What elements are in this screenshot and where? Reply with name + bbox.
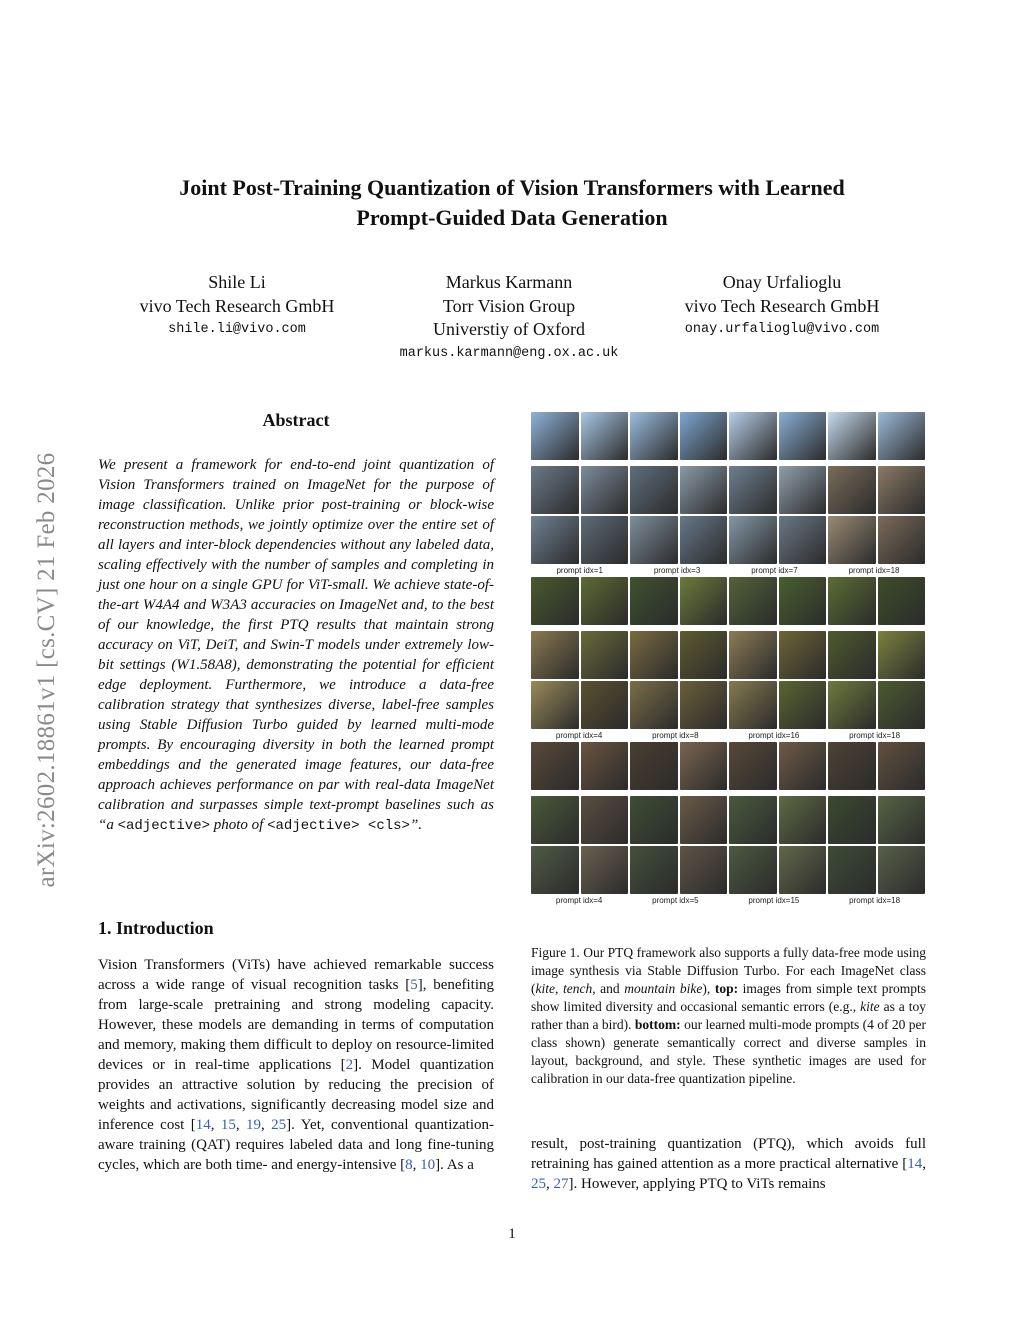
author-block-2: Markus Karmann Torr Vision Group Universtiy of Oxford markus.karmann@eng.ox.ac.uk — [380, 271, 638, 365]
figure-thumbnail-mountain-bike — [680, 742, 728, 790]
figure-1 — [531, 412, 925, 907]
figure-thumbnail-tench — [828, 631, 876, 679]
citation-link[interactable]: 25 — [531, 1176, 546, 1192]
figure-thumbnail-tench — [828, 681, 876, 729]
figure-thumbnail-mountain-bike — [779, 742, 827, 790]
citation-link[interactable]: 14 — [907, 1156, 923, 1172]
figure-thumbnail-kite — [581, 516, 629, 564]
figure-thumbnail-kite — [878, 516, 926, 564]
figure-thumbnail-kite — [828, 412, 876, 460]
prompt-label: prompt idx=8 — [652, 731, 699, 740]
prompt-label: prompt idx=15 — [748, 896, 800, 905]
figure-thumbnail-mountain-bike — [828, 846, 876, 894]
figure-group-kite — [531, 412, 925, 577]
figure-thumbnail-kite — [779, 466, 827, 514]
figure-thumbnail-tench — [878, 681, 926, 729]
figure-thumbnail-tench — [729, 631, 777, 679]
prompt-label: prompt idx=3 — [653, 566, 701, 575]
figure-thumbnail-kite — [630, 466, 678, 514]
figure-thumbnail-kite — [779, 516, 827, 564]
figure-thumbnail-kite — [531, 516, 579, 564]
figure-thumbnail-tench — [581, 577, 629, 625]
figure-thumbnail-kite — [680, 466, 728, 514]
figure-thumbnail-tench — [581, 681, 629, 729]
author-email[interactable]: onay.urfalioglu@vivo.com — [684, 322, 880, 337]
citation-link[interactable]: 19 — [246, 1117, 261, 1133]
figure-thumbnail-mountain-bike — [779, 796, 827, 844]
figure-thumbnail-kite — [531, 466, 579, 514]
figure-thumbnail-kite — [779, 412, 827, 460]
intro-paragraph: Vision Transformers (ViTs) have achieved remarkable success across a wide range of visual recognition tasks [5], benefiting from large-scale pretraining and strong modeling capacity. However, these models are demanding in terms of computation and memory, making them difficult to deploy on resource-limited devices or in real-time applications [2]. Model quantization provides an attractive solution by reducing the precision of weights and activations, significantly decreasing model size and inference cost [14, 15, 19, 25]. Yet, conventional quantization-aware training (QAT) requires labeled data and long fine-tuning cycles, which are both time- and energy-intensive [8, 10]. As a — [98, 957, 495, 1173]
citation-link[interactable]: 14 — [195, 1117, 211, 1133]
figure-thumbnail-mountain-bike — [531, 742, 579, 790]
figure-thumbnail-tench — [630, 631, 678, 679]
figure-thumbnail-mountain-bike — [828, 742, 876, 790]
figure-thumbnail-mountain-bike — [531, 796, 579, 844]
figure-thumbnail-tench — [531, 681, 579, 729]
figure-thumbnail-tench — [779, 631, 827, 679]
figure-thumbnail-tench — [630, 577, 678, 625]
figure-thumbnail-tench — [531, 631, 579, 679]
figure-thumbnail-tench — [581, 631, 629, 679]
figure-thumbnail-mountain-bike — [630, 742, 678, 790]
prompt-label: prompt idx=18 — [849, 896, 901, 905]
figure-thumbnail-kite — [630, 516, 678, 564]
figure-thumbnail-tench — [680, 681, 728, 729]
paper-title: Joint Post-Training Quantization of Vision Transformers with Learned Prompt-Guided Data Generation — [179, 175, 845, 230]
prompt-label: prompt idx=7 — [751, 566, 798, 575]
figure-group-tench — [531, 577, 925, 742]
figure-thumbnail-mountain-bike — [581, 796, 629, 844]
figure-thumbnail-mountain-bike — [878, 796, 926, 844]
figure-thumbnail-kite — [878, 466, 926, 514]
author-block-1: Shile Li vivo Tech Research GmbH shile.li@vivo.com — [117, 271, 357, 342]
figure-thumbnail-mountain-bike — [878, 742, 926, 790]
citation-link[interactable]: 25 — [271, 1117, 287, 1133]
figure-thumbnail-mountain-bike — [828, 796, 876, 844]
citation-link[interactable]: 27 — [553, 1176, 569, 1192]
figure-thumbnail-mountain-bike — [729, 796, 777, 844]
figure-thumbnail-kite — [729, 466, 777, 514]
page-number: 1 — [508, 1226, 516, 1242]
figure-group-bike — [531, 742, 925, 907]
figure-thumbnail-mountain-bike — [680, 846, 728, 894]
right-column-paragraph: result, post-training quantization (PTQ), which avoids full retraining has gained attention as a more practical alternative [14, 25, 27]. However, applying PTQ to ViTs remains — [531, 1136, 926, 1192]
figure-thumbnail-mountain-bike — [680, 796, 728, 844]
prompt-label: prompt idx=16 — [748, 731, 800, 740]
figure-thumbnail-tench — [630, 681, 678, 729]
figure-thumbnail-tench — [878, 631, 926, 679]
figure-thumbnail-kite — [581, 466, 629, 514]
figure-thumbnail-mountain-bike — [729, 846, 777, 894]
abstract-heading: Abstract — [262, 410, 330, 430]
figure-thumbnail-kite — [729, 516, 777, 564]
figure-thumbnail-mountain-bike — [581, 742, 629, 790]
figure-thumbnail-tench — [878, 577, 926, 625]
author-email[interactable]: shile.li@vivo.com — [168, 322, 306, 337]
citation-link[interactable]: 10 — [420, 1157, 436, 1173]
author-block-3: Onay Urfalioglu vivo Tech Research GmbH onay.urfalioglu@vivo.com — [662, 271, 902, 342]
figure-thumbnail-tench — [680, 577, 728, 625]
prompt-label: prompt idx=1 — [556, 566, 603, 575]
figure-thumbnail-tench — [779, 577, 827, 625]
arxiv-stamp: arXiv:2602.18861v1 [cs.CV] 21 Feb 2026 — [33, 452, 60, 888]
figure-thumbnail-mountain-bike — [531, 846, 579, 894]
figure-thumbnail-mountain-bike — [630, 846, 678, 894]
figure-thumbnail-tench — [680, 631, 728, 679]
figure-thumbnail-mountain-bike — [630, 796, 678, 844]
figure-thumbnail-tench — [729, 681, 777, 729]
citation-link[interactable]: 5 — [410, 977, 418, 993]
figure-thumbnail-tench — [779, 681, 827, 729]
figure-thumbnail-tench — [531, 577, 579, 625]
figure-thumbnail-kite — [630, 412, 678, 460]
figure-thumbnail-kite — [680, 412, 728, 460]
figure-thumbnail-kite — [828, 516, 876, 564]
author-email[interactable]: markus.karmann@eng.ox.ac.uk — [399, 345, 619, 361]
figure-thumbnail-mountain-bike — [581, 846, 629, 894]
citation-link[interactable]: 8 — [405, 1157, 413, 1173]
figure-thumbnail-kite — [828, 466, 876, 514]
prompt-label: prompt idx=18 — [849, 731, 901, 740]
figure-thumbnail-kite — [729, 412, 777, 460]
figure-caption: Figure 1. Our PTQ framework also supports a fully data-free mode using image synthesis via Stable Diffusion Turbo. For each ImageNet class (kite, tench, and mountain bike), top: images from simple text prompts show limited diversity and occasional semantic errors (e.g., kite as a toy rather than a bird). bottom: our learned multi-mode prompts (4 of 20 per class shown) generate semantically correct and diverse samples in layout, background, and style. These synthetic images are used for calibration in our data-free quantization pipeline. — [531, 945, 927, 1086]
abstract-body: We present a framework for end-to-end joint quantization of Vision Transformers trained on ImageNet for the purpose of image classification. Unlike prior post-training or block-wise reconstruction methods, we jointly optimize over the entire set of all layers and inter-block dependencies without any labeled data, scaling effectively with the number of samples and completing in just one hour on a single GPU for ViT-small. We achieve state-of-the-art W4A4 and W3A3 accuracies on ImageNet and, to the best of our knowledge, the first PTQ results that maintain strong accuracy on ViT, DeiT, and Swin-T models under extremely low-bit settings (W1.58A8), demonstrating the potential for efficient edge deployment. Furthermore, we introduce a data-free calibration strategy that synthesizes diverse, label-free samples using Stable Diffusion Turbo guided by learned multi-mode prompts. By encouraging diversity in both the learned prompt embeddings and the generated image features, our data-free approach achieves performance on par with real-data ImageNet calibration and surpasses simple text-prompt baselines such as “a <adjective> photo of <adjective> <cls>”. — [98, 457, 494, 834]
prompt-label: prompt idx=4 — [555, 731, 603, 740]
prompt-label: prompt idx=5 — [652, 896, 699, 905]
figure-thumbnail-tench — [828, 577, 876, 625]
figure-thumbnail-mountain-bike — [779, 846, 827, 894]
figure-thumbnail-kite — [680, 516, 728, 564]
figure-thumbnail-mountain-bike — [878, 846, 926, 894]
citation-link[interactable]: 15 — [220, 1117, 236, 1133]
figure-thumbnail-kite — [531, 412, 579, 460]
prompt-label: prompt idx=18 — [848, 566, 900, 575]
figure-thumbnail-tench — [729, 577, 777, 625]
figure-thumbnail-kite — [581, 412, 629, 460]
figure-thumbnail-kite — [878, 412, 926, 460]
citation-link[interactable]: 2 — [345, 1057, 354, 1073]
figure-thumbnail-mountain-bike — [729, 742, 777, 790]
section-heading: 1. Introduction — [98, 918, 214, 938]
prompt-label: prompt idx=4 — [555, 896, 603, 905]
